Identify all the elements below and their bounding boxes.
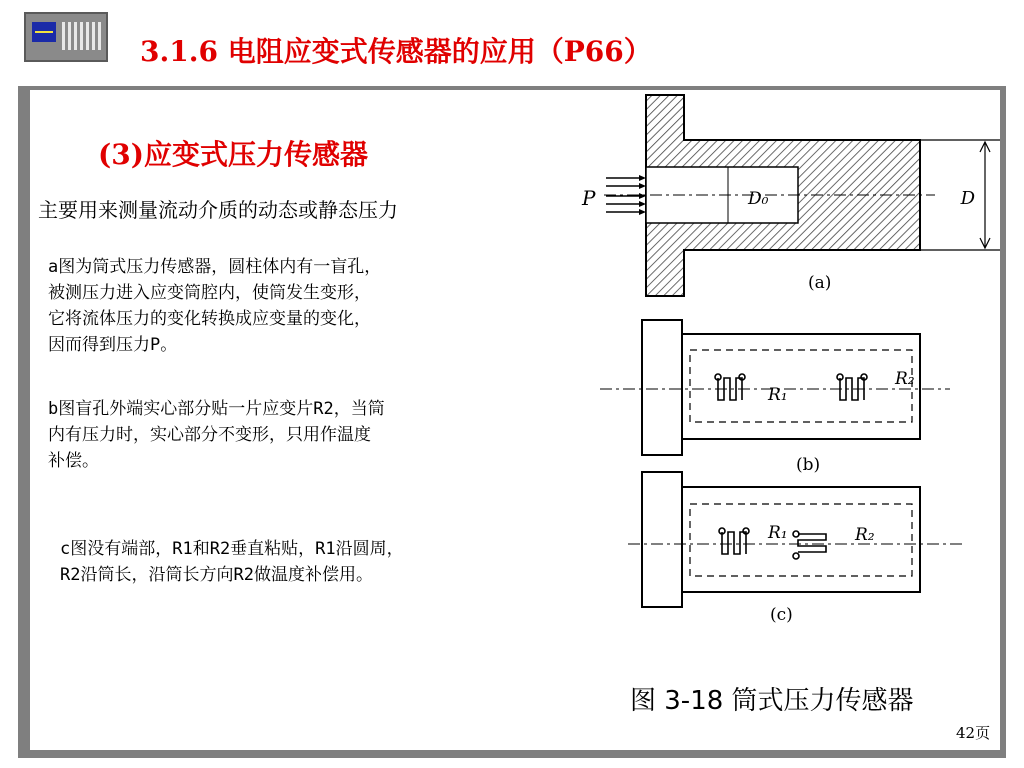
intro-text: 主要用来测量流动介质的动态或静态压力 — [38, 198, 398, 222]
paragraph-line: 它将流体压力的变化转换成应变量的变化， — [48, 309, 371, 329]
paragraph-line: 因而得到压力P。 — [48, 335, 178, 355]
sensor-figure — [560, 88, 1000, 748]
paragraph-line: c图没有端部，R1和R2垂直粘贴，R1沿圆周， — [60, 539, 404, 559]
slide-title: 3.1.6 电阻应变式传感器的应用（P66） — [140, 35, 652, 68]
figure-c — [628, 472, 965, 625]
figure-caption: 图 3-18 筒式压力传感器 — [630, 686, 914, 716]
d0-label: D₀ — [748, 189, 769, 209]
r1-label: R₁ — [768, 385, 788, 405]
oscilloscope-icon — [24, 12, 108, 62]
paragraph-line: b图盲孔外端实心部分贴一片应变片R2，当筒 — [48, 399, 385, 419]
r1-label-c: R₁ — [768, 523, 788, 543]
figure-c-label: (c) — [770, 605, 793, 625]
paragraph-line: 被测压力进入应变筒腔内，使筒发生变形， — [48, 283, 371, 303]
figure-b — [600, 320, 950, 475]
paragraph-line: R2沿筒长，沿筒长方向R2做温度补偿用。 — [60, 565, 373, 585]
r2-label-c: R₂ — [855, 525, 875, 545]
paragraph-line: 补偿。 — [48, 451, 99, 471]
r2-label: R₂ — [895, 369, 915, 389]
section-subtitle: (3)应变式压力传感器 — [98, 138, 368, 171]
paragraph-a — [48, 254, 568, 358]
paragraph-line: 内有压力时，实心部分不变形，只用作温度 — [48, 425, 371, 445]
paragraph-line: a图为筒式压力传感器，圆柱体内有一盲孔， — [48, 257, 382, 277]
paragraph-b — [48, 396, 568, 474]
pressure-label: P — [582, 186, 596, 210]
page-number: 42页 — [956, 724, 991, 742]
figure-a — [581, 95, 1000, 296]
figure-a-label: (a) — [808, 273, 832, 293]
school-name: 电视大学 — [878, 32, 955, 54]
paragraph-c — [60, 536, 560, 588]
figure-b-label: (b) — [796, 455, 821, 475]
d-label: D — [960, 188, 975, 209]
